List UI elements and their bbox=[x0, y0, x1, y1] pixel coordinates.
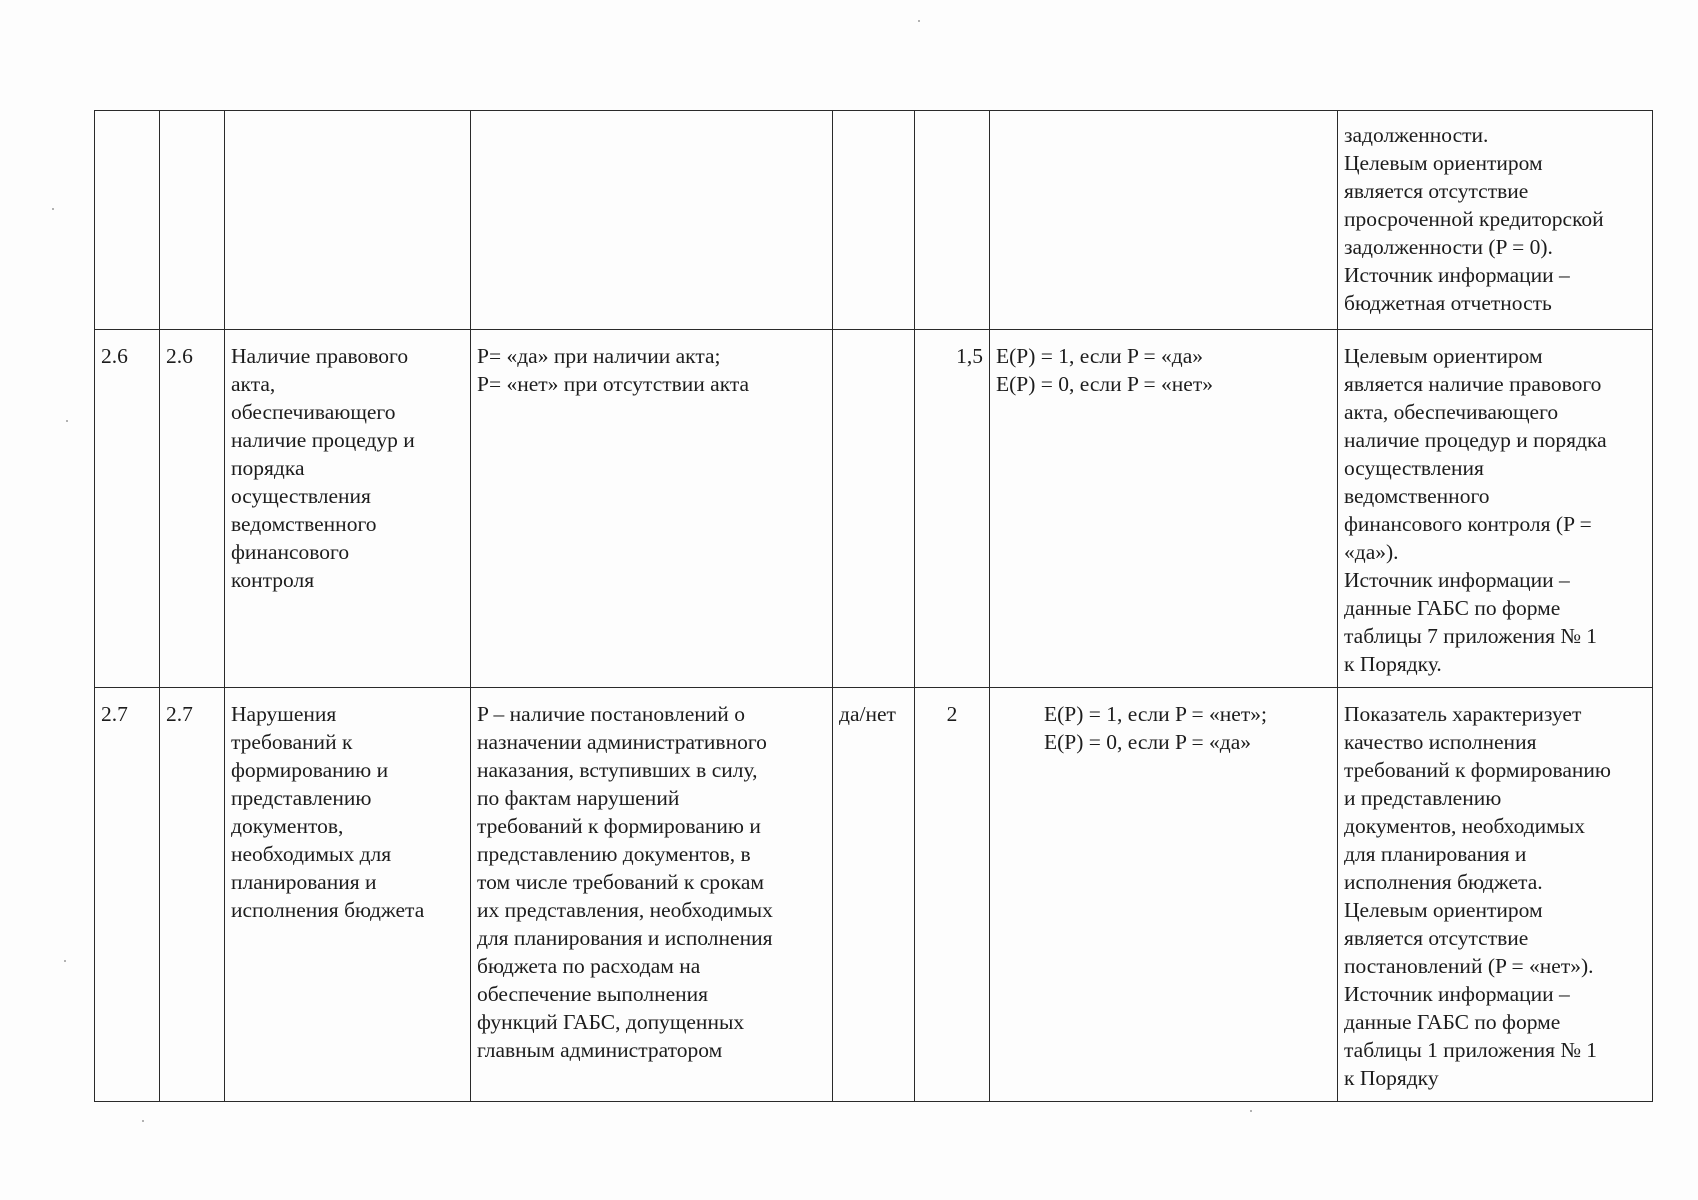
comment-cell bbox=[1338, 111, 1653, 330]
row-number-cell: 2.6 bbox=[95, 330, 160, 688]
text-line: главным администратором bbox=[477, 1038, 723, 1062]
scan-speck bbox=[142, 1120, 144, 1122]
row-code-cell bbox=[160, 111, 225, 330]
text-line: порядка bbox=[231, 456, 305, 480]
text-line: финансового контроля (P = bbox=[1344, 512, 1592, 536]
text-line: Целевым ориентиром bbox=[1344, 344, 1543, 368]
text-line: «да»). bbox=[1344, 540, 1399, 564]
unit-cell bbox=[833, 330, 915, 688]
text-line: E(P) = 1, если P = «нет»; bbox=[1044, 702, 1267, 726]
calculation-cell bbox=[471, 330, 833, 688]
text-line: необходимых для bbox=[231, 842, 392, 866]
text-line: Показатель характеризует bbox=[1344, 702, 1582, 726]
text-line: Целевым ориентиром bbox=[1344, 151, 1543, 175]
text-line: данные ГАБС по форме bbox=[1344, 1010, 1561, 1034]
text-line: формированию и bbox=[231, 758, 389, 782]
calculation-cell bbox=[471, 111, 833, 330]
text-line: задолженности. bbox=[1344, 123, 1489, 147]
text-line: требований к bbox=[231, 730, 353, 754]
table-row bbox=[95, 688, 1653, 1102]
scan-speck bbox=[918, 20, 920, 22]
text-line: осуществления bbox=[231, 484, 371, 508]
text-line: осуществления bbox=[1344, 456, 1484, 480]
text-line: по фактам нарушений bbox=[477, 786, 680, 810]
text-line: задолженности (P = 0). bbox=[1344, 235, 1553, 259]
text-line: обеспечение выполнения bbox=[477, 982, 709, 1006]
text-line: Нарушения bbox=[231, 702, 337, 726]
text-line: представлению документов, в bbox=[477, 842, 751, 866]
text-line: постановлений (P = «нет»). bbox=[1344, 954, 1594, 978]
text-line: акта, bbox=[231, 372, 276, 396]
text-line: наказания, вступивших в силу, bbox=[477, 758, 758, 782]
text-line: Источник информации – bbox=[1344, 982, 1570, 1006]
text-line: Источник информации – bbox=[1344, 568, 1570, 592]
text-line: акта, обеспечивающего bbox=[1344, 400, 1559, 424]
text-line: наличие процедур и порядка bbox=[1344, 428, 1607, 452]
text-line: является отсутствие bbox=[1344, 926, 1529, 950]
formula-cell bbox=[990, 111, 1338, 330]
text-line: требований к формированию bbox=[1344, 758, 1611, 782]
text-line: назначении административного bbox=[477, 730, 767, 754]
row-code-cell: 2.6 bbox=[160, 330, 225, 688]
table-row bbox=[95, 330, 1653, 688]
text-line: P= «нет» при отсутствии акта bbox=[477, 372, 750, 396]
formula-cell bbox=[990, 330, 1338, 688]
text-line: обеспечивающего bbox=[231, 400, 396, 424]
text-line: их представления, необходимых bbox=[477, 898, 773, 922]
weight-cell bbox=[915, 111, 990, 330]
weight-cell: 1,5 bbox=[915, 330, 990, 688]
text-line: E(P) = 0, если P = «да» bbox=[1044, 730, 1252, 754]
comment-cell bbox=[1338, 688, 1653, 1102]
indicator-name-cell bbox=[225, 688, 471, 1102]
text-line: таблицы 7 приложения № 1 bbox=[1344, 624, 1598, 648]
text-line: документов, bbox=[231, 814, 344, 838]
indicator-name-cell bbox=[225, 111, 471, 330]
text-line: бюджета по расходам на bbox=[477, 954, 701, 978]
weight-cell: 2 bbox=[915, 688, 990, 1102]
text-line: функций ГАБС, допущенных bbox=[477, 1010, 745, 1034]
text-line: и представлению bbox=[1344, 786, 1502, 810]
row-code-cell: 2.7 bbox=[160, 688, 225, 1102]
text-line: бюджетная отчетность bbox=[1344, 291, 1552, 315]
text-line: E(P) = 1, если P = «да» bbox=[996, 344, 1204, 368]
indicators-table bbox=[94, 110, 1653, 1102]
calculation-cell bbox=[471, 688, 833, 1102]
text-line: к Порядку. bbox=[1344, 652, 1442, 676]
text-line: данные ГАБС по форме bbox=[1344, 596, 1561, 620]
text-line: исполнения бюджета bbox=[231, 898, 425, 922]
scan-speck bbox=[52, 208, 54, 210]
unit-cell bbox=[833, 111, 915, 330]
text-line: таблицы 1 приложения № 1 bbox=[1344, 1038, 1598, 1062]
text-line: качество исполнения bbox=[1344, 730, 1537, 754]
text-line: просроченной кредиторской bbox=[1344, 207, 1604, 231]
text-line: является наличие правового bbox=[1344, 372, 1602, 396]
text-line: P= «да» при наличии акта; bbox=[477, 344, 721, 368]
formula-cell bbox=[990, 688, 1338, 1102]
scan-speck bbox=[66, 420, 68, 422]
text-line: E(P) = 0, если P = «нет» bbox=[996, 372, 1213, 396]
table-row bbox=[95, 111, 1653, 330]
text-line: планирования и bbox=[231, 870, 377, 894]
text-line: Источник информации – bbox=[1344, 263, 1570, 287]
text-line: ведомственного bbox=[1344, 484, 1490, 508]
unit-cell: да/нет bbox=[833, 688, 915, 1102]
text-line: для планирования и bbox=[1344, 842, 1527, 866]
text-line: к Порядку bbox=[1344, 1066, 1439, 1090]
text-line: том числе требований к срокам bbox=[477, 870, 765, 894]
text-line: наличие процедур и bbox=[231, 428, 415, 452]
scan-speck bbox=[1250, 1110, 1252, 1112]
text-line: Наличие правового bbox=[231, 344, 409, 368]
text-line: для планирования и исполнения bbox=[477, 926, 773, 950]
text-line: является отсутствие bbox=[1344, 179, 1529, 203]
text-line: финансового bbox=[231, 540, 350, 564]
text-line: Целевым ориентиром bbox=[1344, 898, 1543, 922]
text-line: представлению bbox=[231, 786, 372, 810]
comment-cell bbox=[1338, 330, 1653, 688]
text-line: P – наличие постановлений о bbox=[477, 702, 745, 726]
text-line: требований к формированию и bbox=[477, 814, 761, 838]
text-line: контроля bbox=[231, 568, 315, 592]
text-line: документов, необходимых bbox=[1344, 814, 1585, 838]
row-number-cell bbox=[95, 111, 160, 330]
text-line: ведомственного bbox=[231, 512, 377, 536]
text-line: исполнения бюджета. bbox=[1344, 870, 1543, 894]
row-number-cell: 2.7 bbox=[95, 688, 160, 1102]
scan-speck bbox=[64, 960, 66, 962]
indicator-name-cell bbox=[225, 330, 471, 688]
